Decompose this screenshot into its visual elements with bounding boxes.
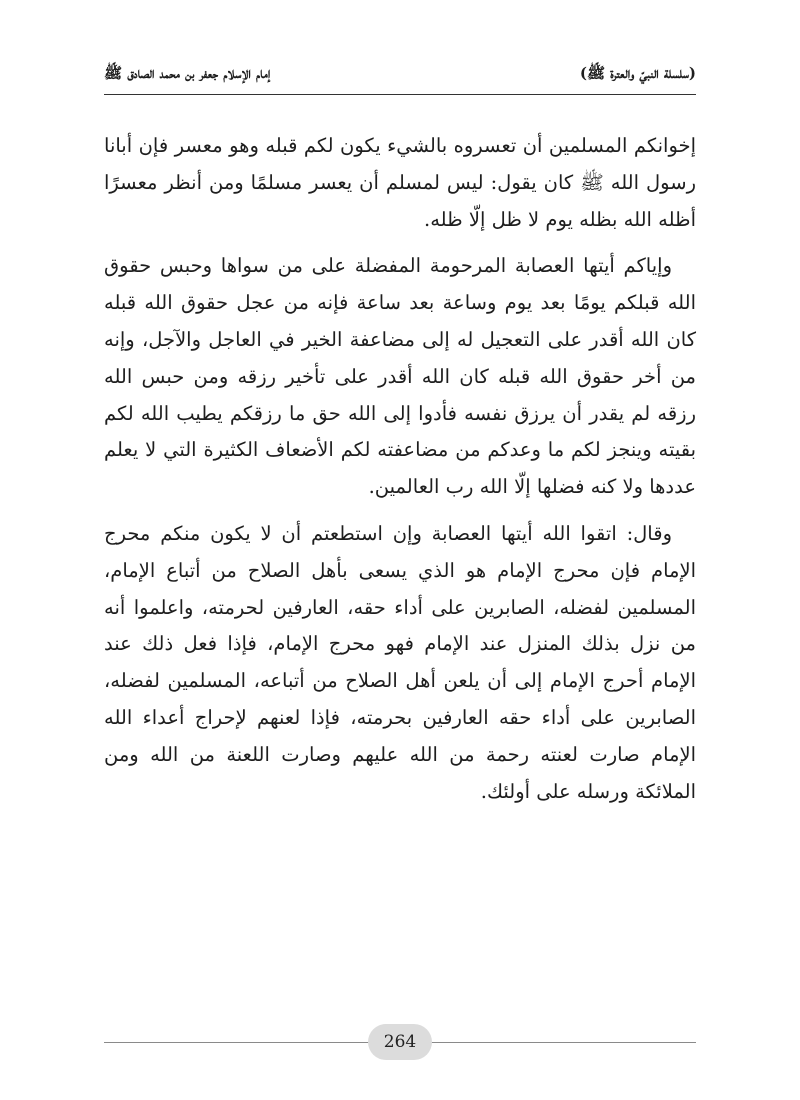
series-title: (سلسلة النبيّ والعترة ﷺ) <box>579 64 696 82</box>
page-footer <box>104 1024 696 1060</box>
paragraph-1: إخوانكم المسلمين أن تعسروه بالشيء يكون لكم قبله وهو معسر فإن أبانا رسول الله ﷺ كان يقول: ليس لمسلم أن يعسر مسلمًا ومن أنظر معسرًا أظله الله بظله يوم لا ظل إلّا ظله. <box>104 134 696 231</box>
paragraph-2: وإياكم أيتها العصابة المرحومة المفضلة على من سواها وحبس حقوق الله قبلكم يومًا بعد يوم وساعة بعد ساعة فإنه من عجل حقوق الله قبله كان الله أقدر على التعجيل له إلى مضاعفة الخير في العاجل والآجل، وإنه من أخر حقوق الله قبله كان الله أقدر على تأخير رزقه ومن حبس الله رزقه لم يقدر أن يرزق نفسه فأدوا إلى الله حق ما رزقكم يطيب الله لكم بقيته وينجز لكم ما وعدكم من مضاعفته لكم الأضعاف الكثيرة التي لا يعلم عددها ولا كنه فضلها إلّا الله رب العالمين. <box>104 254 696 499</box>
header-divider <box>104 94 696 95</box>
page-body <box>104 128 696 820</box>
paragraph-3: وقال: اتقوا الله أيتها العصابة وإن استطعتم أن لا يكون منكم محرج الإمام فإن محرج الإمام هو الذي يسعى بأهل الصلاح من أتباع الإمام، المسلمين لفضله، الصابرين على أداء حقه، العارفين لحرمته، واعلموا أنه من نزل بذلك المنزل عند الإمام فهو محرج الإمام، فإذا فعل ذلك عند الإمام أحرج الإمام إلى أن يلعن أهل الصلاح من أتباعه، المسلمين لفضله، الصابرين على أداء حقه العارفين بحرمته، فإذا لعنهم لإحراج أعداء الله الإمام صارت لعنته رحمة من الله عليهم وصارت اللعنة من الله ومن الملائكة ورسله على أولئك. <box>104 521 696 803</box>
page-number: 264 <box>368 1024 432 1060</box>
book-title: إمام الإسلام جعفر بن محمد الصادق ﷺ <box>104 64 271 82</box>
running-header <box>104 58 696 92</box>
